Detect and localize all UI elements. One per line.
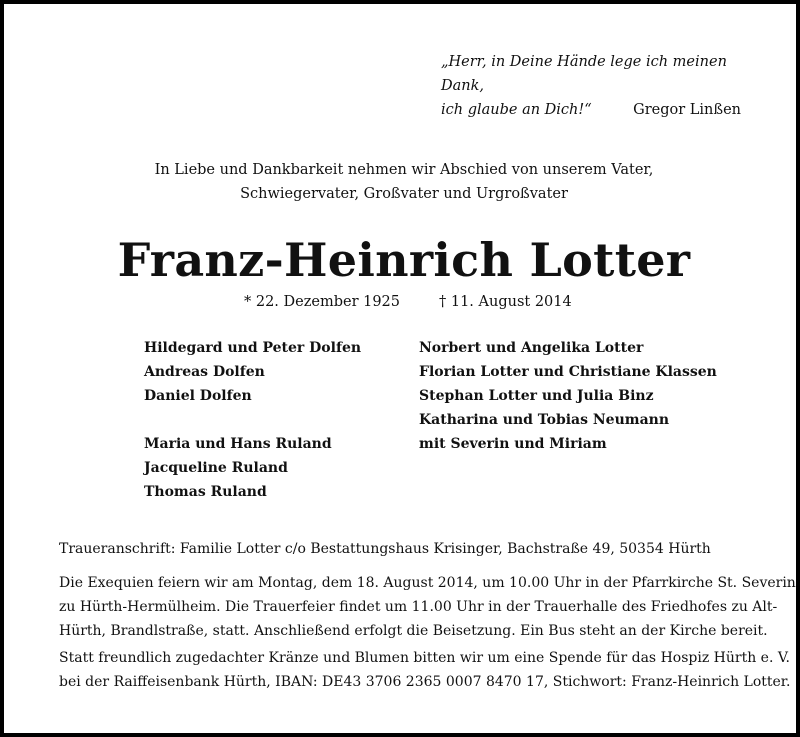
family-member: Thomas Ruland [144,484,267,500]
family-list-right [419,336,717,456]
family-member: Florian Lotter und Christiane Klassen [419,364,717,380]
exequien-paragraph [59,571,796,643]
family-member: Norbert und Angelika Lotter [419,340,644,356]
family-member: mit Severin und Miriam [419,436,607,452]
intro-line: Schwiegervater, Großvater und Urgroßvater [240,186,568,202]
intro-text [4,158,800,206]
quote-line: „Herr, in Deine Hände lege ich meinen Dank, [441,54,727,94]
paragraph-line: bei der Raiffeisenbank Hürth, IBAN: DE43 3706 2365 0007 8470 17, Stichwort: Franz-Heinrich Lotter. [59,674,791,690]
family-list-left [144,336,361,504]
paragraph-line: zu Hürth-Hermülheim. Die Trauerfeier findet um 11.00 Uhr in der Trauerhalle des Friedhofes zu Alt- [59,599,778,615]
birth-date: * 22. Dezember 1925 [244,294,401,310]
family-member: Jacqueline Ruland [144,460,288,476]
family-member: Andreas Dolfen [144,364,265,380]
deceased-name: Franz-Heinrich Lotter [117,233,691,287]
family-member: Hildegard und Peter Dolfen [144,340,362,356]
donation-paragraph [59,646,791,694]
quote-author: Gregor Linßen [633,102,741,118]
death-date: † 11. August 2014 [439,294,572,310]
mourning-address: Traueranschrift: Familie Lotter c/o Bestattungshaus Krisinger, Bachstraße 49, 50354 Hürth [59,541,711,557]
family-member: Stephan Lotter und Julia Binz [419,388,654,404]
family-member: Katharina und Tobias Neumann [419,412,670,428]
intro-line: In Liebe und Dankbarkeit nehmen wir Abschied von unserem Vater, [154,162,654,178]
paragraph-line: Statt freundlich zugedachter Kränze und Blumen bitten wir um eine Spende für das Hospiz Hürth e. V. [59,650,790,666]
quote-line: ich glaube an Dich!“ [441,102,592,118]
family-member: Maria und Hans Ruland [144,436,332,452]
paragraph-line: Die Exequien feiern wir am Montag, dem 18. August 2014, um 10.00 Uhr in der Pfarrkirche St. Severin [59,575,796,591]
paragraph-line: Hürth, Brandlstraße, statt. Anschließend erfolgt die Beisetzung. Ein Bus steht an der Kirche bereit. [59,623,768,639]
family-member: Daniel Dolfen [144,388,252,404]
